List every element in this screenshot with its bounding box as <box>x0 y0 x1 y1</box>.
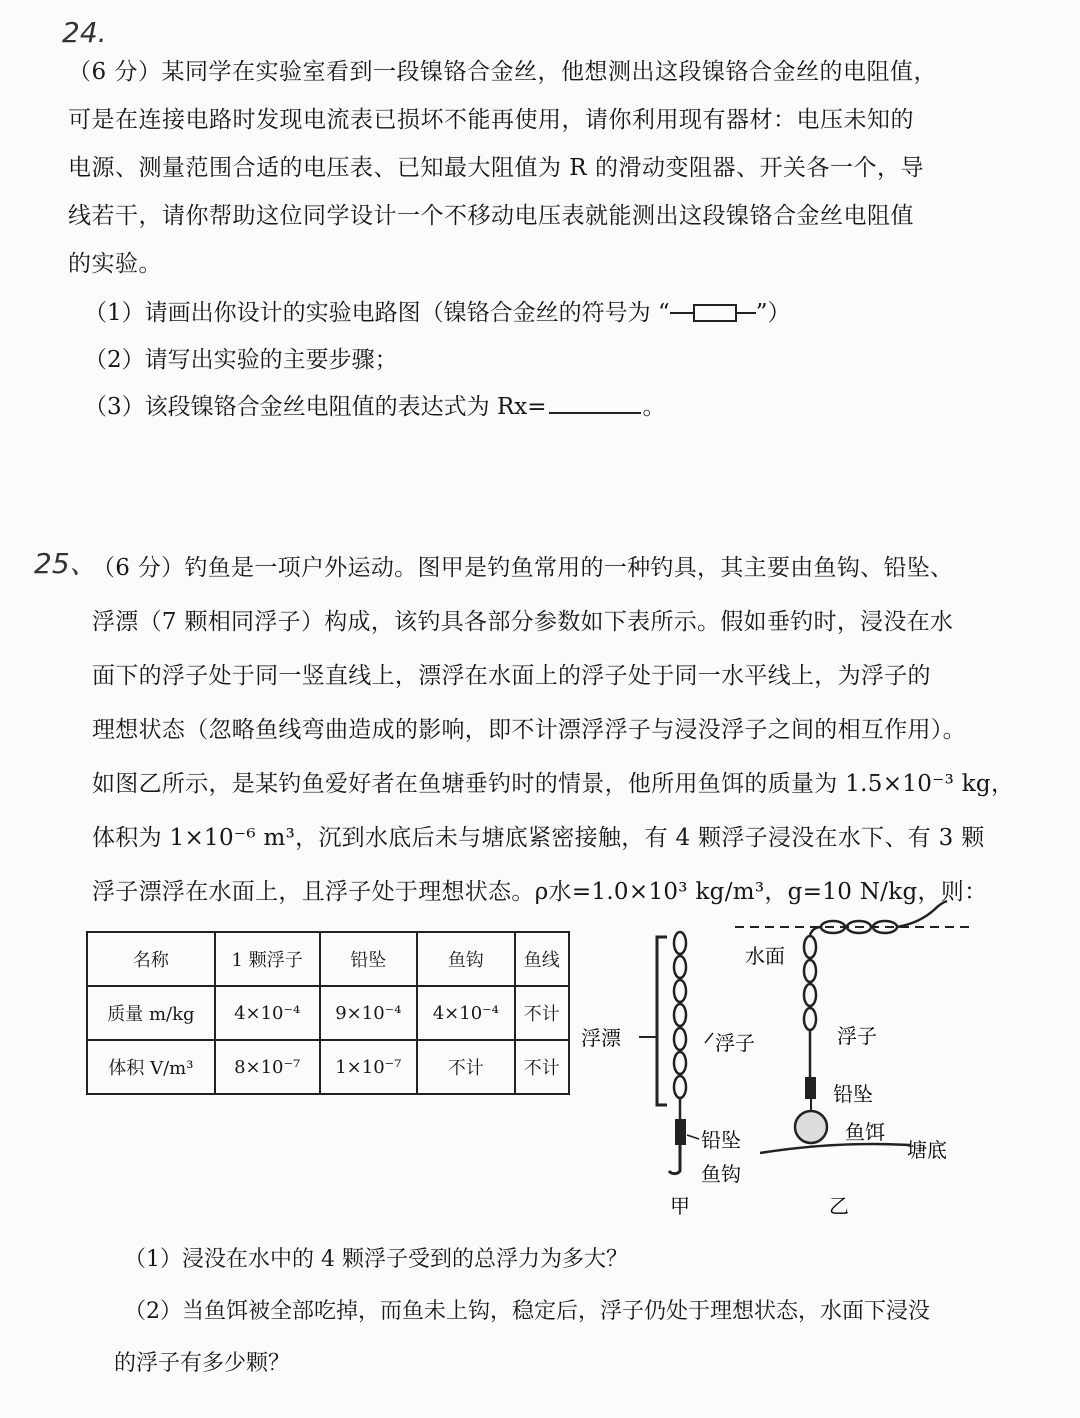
label-bead-b: 浮子 <box>837 1024 877 1048</box>
bead-a <box>674 980 686 1002</box>
stem-line: 如图乙所示，是某钓鱼爱好者在鱼塘垂钓时的情景，他所用鱼饵的质量为 1.5×10⁻³ kg， <box>92 771 1015 797</box>
table-header-cell: 鱼钩 <box>417 932 515 986</box>
table-row <box>87 1040 569 1094</box>
question-25-sub1: （1）浸没在水中的 4 颗浮子受到的总浮力为多大？ <box>124 1247 628 1272</box>
stem-line: 体积为 1×10⁻⁶ m³，沉到水底后未与塘底紧密接触，有 4 颗浮子浸没在水下、有 3 颗 <box>92 825 985 851</box>
caption-b: 乙 <box>829 1194 849 1218</box>
label-float: 浮漂 <box>581 1026 621 1050</box>
floating-beads <box>810 901 947 935</box>
bead-a <box>674 1052 686 1074</box>
table-cell: 9×10⁻⁴ <box>320 986 418 1040</box>
table-header-cell: 1 颗浮子 <box>215 932 320 986</box>
bead-a <box>674 1076 686 1098</box>
question-24-sub1 <box>84 294 790 327</box>
bait-icon <box>795 1111 827 1143</box>
table-cell: 不计 <box>515 1040 569 1094</box>
stem-line: 理想状态（忽略鱼线弯曲造成的影响，即不计漂浮浮子与浸没浮子之间的相互作用）。 <box>92 717 966 743</box>
table-header-row <box>87 932 569 986</box>
label-bead-a: 浮子 <box>715 1031 755 1055</box>
table-header-cell: 鱼线 <box>515 932 569 986</box>
bead-a <box>674 956 686 978</box>
submerged-bead <box>804 984 816 1006</box>
sub1-suffix: ”） <box>755 300 791 326</box>
stem-line: 线若干，请你帮助这位同学设计一个不移动电压表就能测出这段镍铬合金丝电阻值 <box>68 203 914 229</box>
table-cell: 质量 m/kg <box>87 986 215 1040</box>
submerged-beads <box>804 936 816 1077</box>
sub3-suffix: 。 <box>642 394 666 420</box>
resistor-symbol-icon <box>670 302 756 324</box>
stem-line: 面下的浮子处于同一竖直线上，漂浮在水面上的浮子处于同一水平线上，为浮子的 <box>92 663 931 689</box>
sinker-a <box>675 1119 686 1145</box>
stem-line: 的实验。 <box>68 251 162 277</box>
table-cell: 不计 <box>417 1040 515 1094</box>
question-24-sub3 <box>84 388 666 421</box>
bead-chain-a <box>674 932 686 1119</box>
parameter-table <box>86 931 570 1095</box>
label-bait: 鱼饵 <box>845 1120 885 1144</box>
table-cell: 8×10⁻⁷ <box>215 1040 320 1094</box>
question-24-sub2: （2）请写出实验的主要步骤； <box>84 347 398 373</box>
stem-line: 浮子漂浮在水面上，且浮子处于理想状态。ρ水=1.0×10³ kg/m³，g=10 N/kg，则： <box>92 879 988 905</box>
stem-line: 浮漂（7 颗相同浮子）构成，该钓具各部分参数如下表所示。假如垂钓时，浸没在水 <box>92 609 954 635</box>
stem-line: 电源、测量范围合适的电压表、已知最大阻值为 R 的滑动变阻器、开关各一个，导 <box>68 155 924 181</box>
question-24-number: 24. <box>62 16 107 49</box>
table-cell: 4×10⁻⁴ <box>215 986 320 1040</box>
label-sinker-a: 铅坠 <box>701 1128 741 1152</box>
submerged-bead <box>804 960 816 982</box>
question-25-sub2-line2: 的浮子有多少颗？ <box>114 1351 291 1376</box>
fishing-tackle-figure <box>575 895 975 1220</box>
table-header-cell: 名称 <box>87 932 215 986</box>
label-pond-bottom: 塘底 <box>907 1138 947 1162</box>
pond-bottom-line <box>760 1144 910 1153</box>
stem-line: 可是在连接电路时发现电流表已损坏不能再使用，请你利用现有器材：电压未知的 <box>68 107 914 133</box>
label-water-surface: 水面 <box>745 944 785 968</box>
table-header-cell: 铅坠 <box>320 932 418 986</box>
stem-line: （6 分）钓鱼是一项户外运动。图甲是钓鱼常用的一种钓具，其主要由鱼钩、铅坠、 <box>92 555 954 581</box>
sub3-text: （3）该段镍铬合金丝电阻值的表达式为 Rx= <box>84 394 547 420</box>
table-cell: 4×10⁻⁴ <box>417 986 515 1040</box>
table-row <box>87 986 569 1040</box>
sinker-b <box>805 1077 816 1099</box>
table-cell: 1×10⁻⁷ <box>320 1040 418 1094</box>
answer-blank[interactable] <box>549 390 641 414</box>
submerged-bead <box>804 936 816 958</box>
hook-icon <box>669 1145 680 1174</box>
question-25-sub2-line1: （2）当鱼饵被全部吃掉，而鱼未上钩，稳定后，浮子仍处于理想状态，水面下浸没 <box>124 1299 930 1324</box>
bead-a <box>674 932 686 954</box>
caption-a: 甲 <box>670 1194 690 1218</box>
float-bracket <box>657 937 667 1105</box>
table-cell: 体积 V/m³ <box>87 1040 215 1094</box>
stem-line: （6 分）某同学在实验室看到一段镍铬合金丝，他想测出这段镍铬合金丝的电阻值， <box>68 59 937 85</box>
bead-a <box>674 1004 686 1026</box>
table-cell: 不计 <box>515 986 569 1040</box>
sub1-text: （1）请画出你设计的实验电路图（镍铬合金丝的符号为 “ <box>84 300 670 326</box>
bead-a <box>674 1028 686 1050</box>
question-25-stem <box>92 541 1014 919</box>
label-sinker-b: 铅坠 <box>833 1082 873 1106</box>
label-hook: 鱼钩 <box>701 1162 741 1186</box>
question-25-number: 25、 <box>34 547 98 580</box>
question-24-stem <box>68 48 937 288</box>
submerged-bead <box>804 1008 816 1030</box>
